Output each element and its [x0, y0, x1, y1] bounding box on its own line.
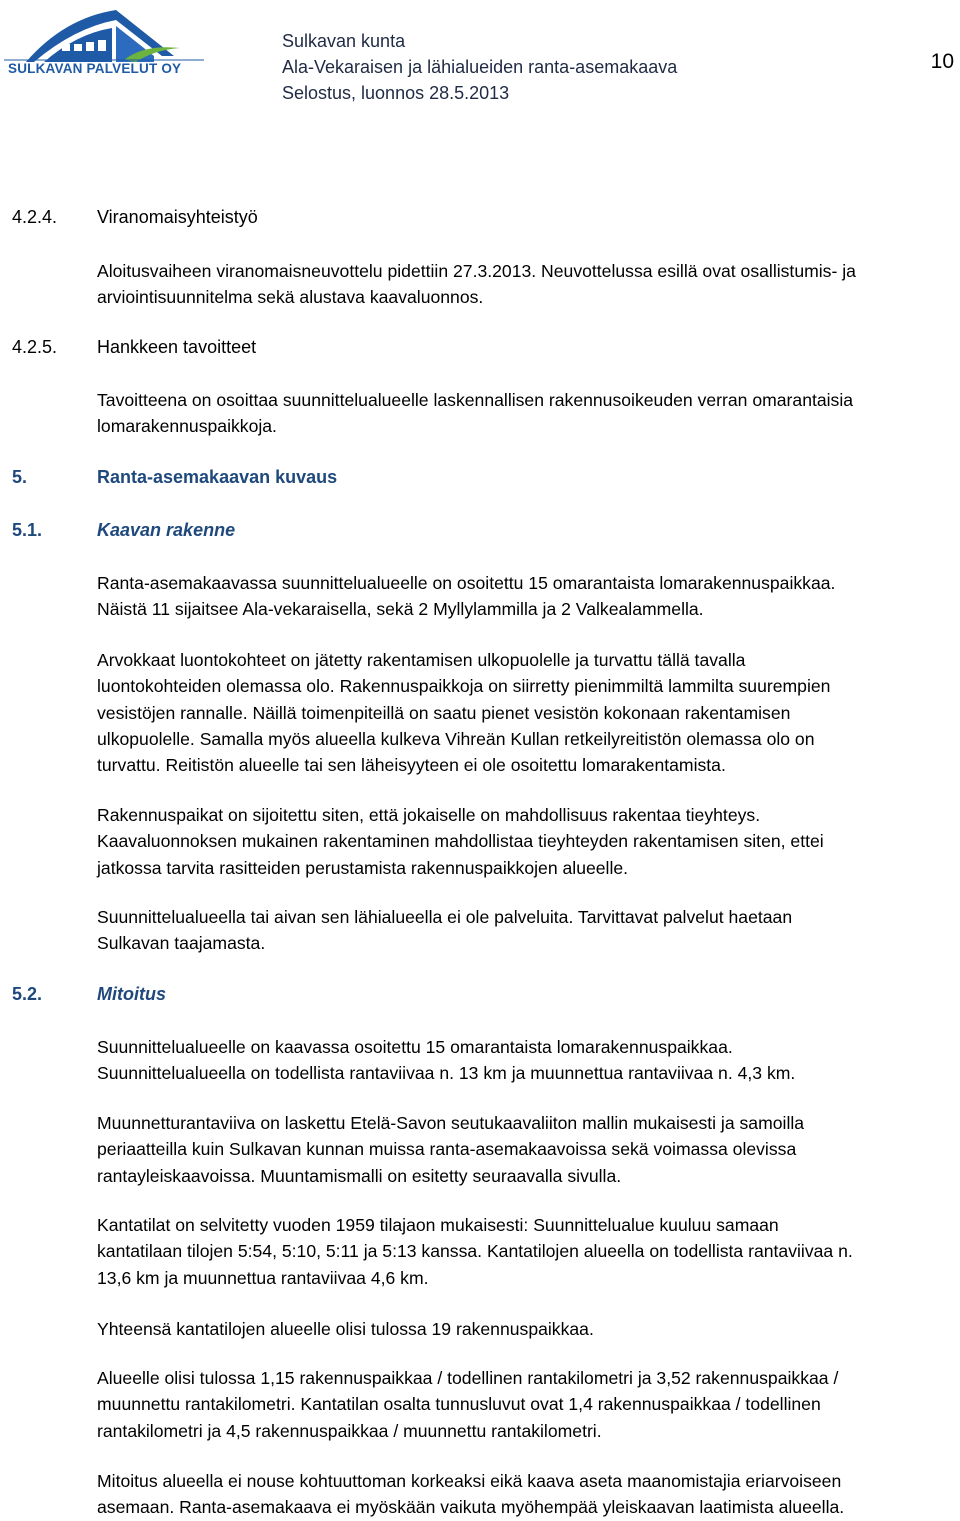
section-number-4-2-5: 4.2.5.: [12, 337, 58, 357]
section-number-4-2-4: 4.2.4.: [12, 207, 58, 227]
section-title-hankkeen-tavoitteet: Hankkeen tavoitteet: [97, 337, 257, 357]
section-number-5: 5.: [12, 467, 28, 487]
paragraph-mitoitus-2: Muunnetturantaviiva on laskettu Etelä-Savon seutukaavaliiton mallin mukaisesti ja samoilla periaatteilla kuin Sulkavan kunnan muissa ranta-asemakaavoissa sekä voimassa olevissa rantayleiskaavoissa. Muuntamismalli on esitetty seuraavalla sivulla.: [97, 1113, 805, 1186]
header-plan-title: Ala-Vekaraisen ja lähialueiden ranta-asemakaava: [282, 57, 678, 77]
paragraph-rakenne-2: Arvokkaat luontokohteet on jätetty rakentamisen ulkopuolelle ja turvattu tällä tavalla luontokohteiden olemassa olo. Rakennuspaikkoja on siirretty pienimmiltä lammilta suurempien vesistöjen rannalle. Näillä toimenpiteillä on saatu pienet vesistön kokonaan rakentamisen ulkopuolelle. Samalla myös alueella kulkeva Vihreän Kullan retkeilyreitistön olemassa olo on turvattu. Reitistön alueelle tai sen läheisyyteen ei ole osoitettu lomarakentamista.: [97, 650, 831, 776]
section-title-viranomaisyhteistyo: Viranomaisyhteistyö: [97, 207, 258, 227]
header-municipality: Sulkavan kunta: [282, 31, 406, 51]
paragraph-mitoitus-6: Mitoitus alueella ei nouse kohtuuttoman korkeaksi eikä kaava aseta maanomistajia eriarvoiseen asemaan. Ranta-asemakaava ei myöskään vaikuta myöhempää yleiskaavan laatimista alueella.: [97, 1471, 845, 1518]
paragraph-mitoitus-1: Suunnittelualueelle on kaavassa osoitettu 15 omarantaista lomarakennuspaikkaa. Suunnittelualueella on todellista rantaviivaa n. 13 km ja muunnettua rantaviivaa n. 4,3 km.: [97, 1037, 796, 1084]
section-title-kaavan-rakenne: Kaavan rakenne: [97, 520, 236, 540]
paragraph-tavoitteet: Tavoitteena on osoittaa suunnittelualueelle laskennallisen rakennusoikeuden verran omarantaisia lomarakennuspaikkoja.: [97, 390, 854, 437]
paragraph-rakenne-3: Rakennuspaikat on sijoitettu siten, että jokaiselle on mahdollisuus rakentaa tieyhteys. Kaavaluonnoksen mukainen rakentaminen mahdollistaa tieyhteyden rakentamisen siten, ettei jatkossa tarvita rasitteiden perustamista rakennuspaikkojen alueelle.: [97, 805, 824, 878]
company-logo: [4, 4, 204, 88]
paragraph-mitoitus-3: Kantatilat on selvitetty vuoden 1959 tilajaon mukaisesti: Suunnittelualue kuuluu samaan kantatilaan tilojen 5:54, 5:10, 5:11 ja 5:13 kanssa. Kantatilojen alueella on todellista rantaviivaa n. 13,6 km ja muunnettua rantaviivaa 4,6 km.: [97, 1215, 853, 1288]
page-number: 10: [930, 50, 954, 73]
paragraph-rakenne-1: Ranta-asemakaavassa suunnittelualueelle on osoitettu 15 omarantaista lomarakennuspaikkaa. Näistä 11 sijaitsee Ala-vekaraisella, sekä 2 Myllylammilla ja 2 Valkealammella.: [97, 573, 836, 620]
section-number-5-2: 5.2.: [12, 984, 43, 1004]
paragraph-viranomaisyhteistyo: Aloitusvaiheen viranomaisneuvottelu pidettiin 27.3.2013. Neuvottelussa esillä ovat osallistumis- ja arviointisuunnitelma sekä alustava kaavaluonnos.: [97, 261, 856, 308]
section-number-5-1: 5.1.: [12, 520, 43, 540]
logo-text: SULKAVAN PALVELUT OY: [8, 61, 182, 76]
paragraph-rakenne-4: Suunnittelualueella tai aivan sen lähialueella ei ole palveluita. Tarvittavat palvelut haetaan Sulkavan taajamasta.: [97, 907, 793, 954]
section-title-ranta-asemakaavan-kuvaus: Ranta-asemakaavan kuvaus: [97, 467, 338, 487]
section-title-mitoitus: Mitoitus: [97, 984, 166, 1004]
paragraph-mitoitus-5: Alueelle olisi tulossa 1,15 rakennuspaikkaa / todellinen rantakilometri ja 3,52 rakennuspaikkaa / muunnettu rantakilometri. Kantatilan osalta tunnusluvut ovat 1,4 rakennuspaikkaa / todellinen rantakilometri ja 4,5 rakennuspaikkaa / muunnettu rantakilometri.: [97, 1368, 839, 1441]
paragraph-mitoitus-4: Yhteensä kantatilojen alueelle olisi tulossa 19 rakennuspaikkaa.: [97, 1319, 594, 1339]
header-document-status: Selostus, luonnos 28.5.2013: [282, 83, 510, 103]
